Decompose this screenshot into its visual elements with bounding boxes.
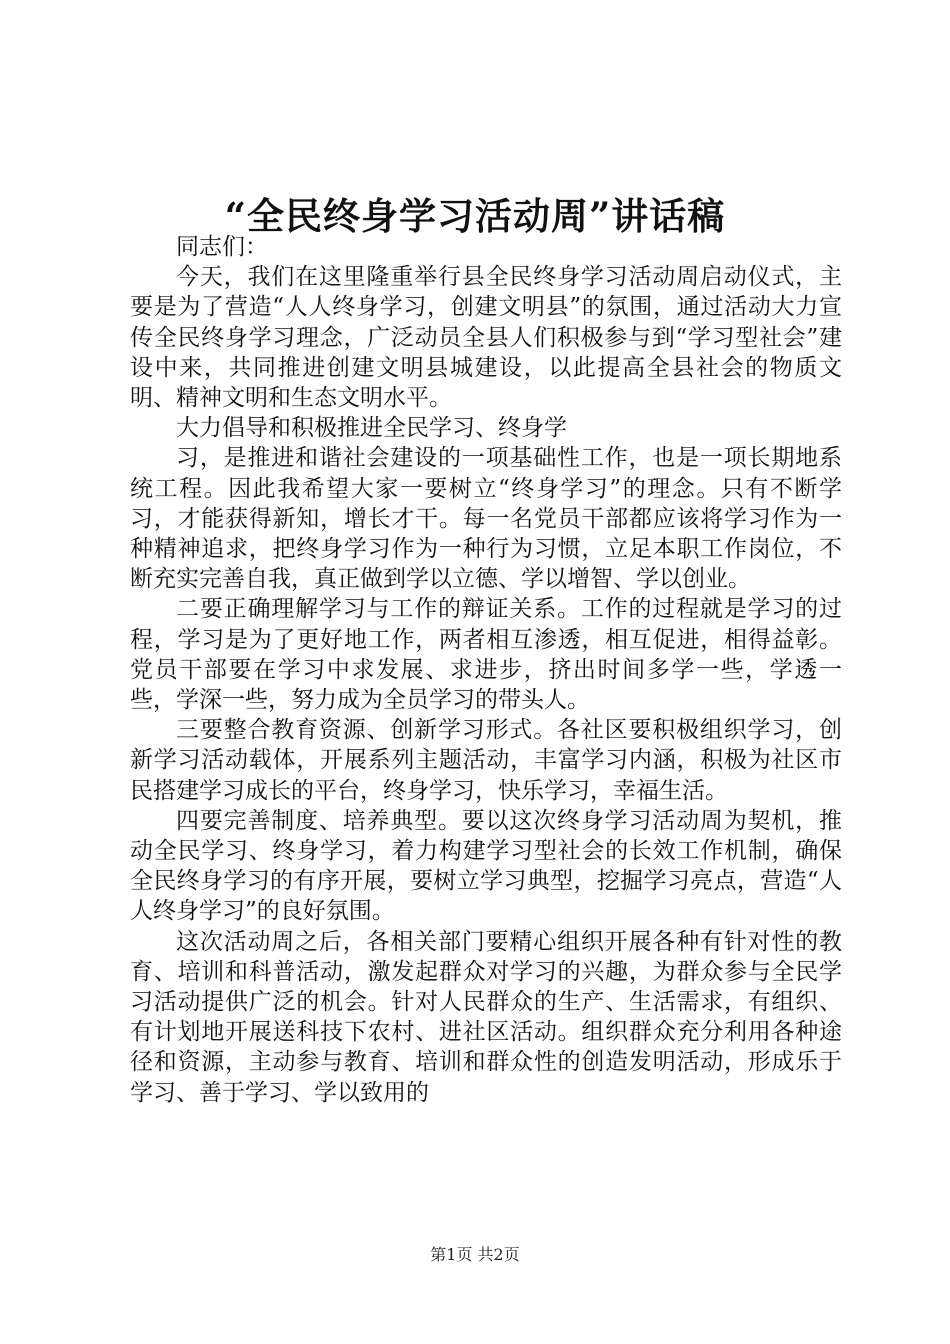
salutation: 同志们： bbox=[176, 234, 268, 260]
paragraph-4: 二要正确理解学习与工作的辩证关系。工作的过程就是学习的过程，学习是为了更好地工作，两者相互渗透，相互促进，相得益彰。党员干部要在学习中求发展、求进步，挤出时间多学一些，学透一些，学深一些，努力成为全员学习的带头人。 bbox=[130, 596, 842, 714]
paragraph-6: 四要完善制度、培养典型。要以这次终身学习活动周为契机，推动全民学习、终身学习，着力构建学习型社会的长效工作机制，确保全民终身学习的有序开展，要树立学习典型，挖掘学习亮点，营造“人人终身学习”的良好氛围。 bbox=[130, 807, 842, 925]
document-title: “全民终身学习活动周”讲话稿 bbox=[224, 194, 726, 238]
paragraph-7: 这次活动周之后，各相关部门要精心组织开展各种有针对性的教育、培训和科普活动，激发起群众对学习的兴趣，为群众参与全民学习活动提供广泛的机会。针对人民群众的生产、生活需求，有组织、有计划地开展送科技下农村、进社区活动。组织群众充分利用各种途径和资源，主动参与教育、培训和群众性的创造发明活动，形成乐于学习、善于学习、学以致用的 bbox=[130, 928, 842, 1106]
paragraph-2: 大力倡导和积极推进全民学习、终身学 bbox=[176, 415, 567, 442]
page-number: 第1页 共2页 bbox=[430, 1245, 520, 1264]
document-body bbox=[130, 232, 842, 1108]
paragraph-1: 今天，我们在这里隆重举行县全民终身学习活动周启动仪式，主要是为了营造“人人终身学习，创建文明县”的氛围，通过活动大力宣传全民终身学习理念，广泛动员全县人们积极参与到“学习型社会”建设中来，共同推进创建文明县城建设，以此提高全县社会的物质文明、精神文明和生态文明水平。 bbox=[130, 264, 842, 412]
paragraph-5: 三要整合教育资源、创新学习形式。各社区要积极组织学习，创新学习活动载体，开展系列主题活动，丰富学习内涵，积极为社区市民搭建学习成长的平台，终身学习，快乐学习，幸福生活。 bbox=[130, 717, 842, 804]
paragraph-3: 习，是推进和谐社会建设的一项基础性工作，也是一项长期地系统工程。因此我希望大家一要树立“终身学习”的理念。只有不断学习，才能获得新知，增长才干。每一名党员干部都应该将学习作为一种精神追求，把终身学习作为一种行为习惯，立足本职工作岗位，不断充实完善自我，真正做到学以立德、学以增智、学以创业。 bbox=[130, 445, 842, 593]
